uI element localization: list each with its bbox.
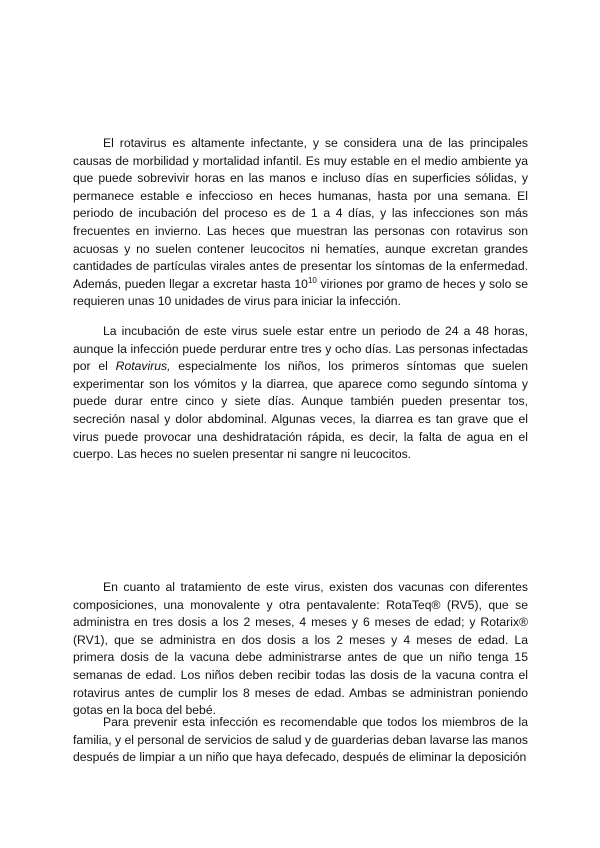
rotavirus-italic-term: Rotavirus, xyxy=(115,359,171,374)
paragraph-treatment xyxy=(73,579,528,720)
paragraph-1-text-b: viriones por gramo de heces y solo se requieren unas 10 unidades de virus para iniciar la infección. xyxy=(73,276,528,309)
paragraph-prevention xyxy=(73,714,528,767)
paragraph-rotavirus-intro xyxy=(73,135,528,311)
paragraph-2-text-a: La incubación de este virus suele estar entre un periodo de 24 a 48 horas, aunque la infección puede perdurar entre tres y ocho días. Las personas infectadas por el xyxy=(73,324,528,374)
paragraph-2-text-b: especialmente los niños, los primeros síntomas que suelen experimentar son los vómitos y la diarrea, que aparece como segundo síntoma y puede durar entre cinco y siete días. Aunque también pueden presentar tos, secreción nasal y dolor abdominal. Algunas veces, la diarrea es tan grave que el virus puede provocar una deshidratación rápida, es decir, la falta de agua en el cuerpo. Las heces no suelen presentar ni sangre ni leucocitos. xyxy=(73,359,528,462)
paragraph-incubation xyxy=(73,323,528,464)
paragraph-1-text-a: El rotavirus es altamente infectante, y se considera una de las principales causas de morbilidad y mortalidad infantil. Es muy estable en el medio ambiente ya que puede sobrevivir horas en las manos e incluso días en superficies sólidas, y permanece estable e infeccioso en heces humanas, hasta por una semana. El periodo de incubación del proceso es de 1 a 4 días, y las infecciones son más frecuentes en invierno. Las heces que muestran las personas con rotavirus son acuosas y no suelen contener leucocitos ni hematíes, aunque excretan grandes cantidades de partículas virales antes de presentar los síntomas de la enfermedad. Además, pueden llegar a excretar hasta xyxy=(73,136,528,291)
virion-count-exponent: 10 xyxy=(307,275,317,285)
virion-count-base: 10 xyxy=(294,276,308,291)
paragraph-3-text: En cuanto al tratamiento de este virus, existen dos vacunas con diferentes composiciones, una monovalente y otra pentavalente: RotaTeq® (RV5), que se administra en tres dosis a los 2 meses, 4 meses y 6 meses de edad; y Rotarix® (RV1), que se administra en dos dosis a los 2 meses y 4 meses de edad. La primera dosis de la vacuna debe administrarse antes de que un niño tenga 15 semanas de edad. Los niños deben recibir todas las dosis de la vacuna contra el rotavirus antes de cumplir los 8 meses de edad. Ambas se administran poniendo gotas en la boca del bebé. xyxy=(73,580,528,718)
paragraph-4-text: Para prevenir esta infección es recomendable que todos los miembros de la familia, y el personal de servicios de salud y de guarderias deban lavarse las manos después de limpiar a un niño que haya defecado, después de eliminar la deposición xyxy=(73,715,528,765)
